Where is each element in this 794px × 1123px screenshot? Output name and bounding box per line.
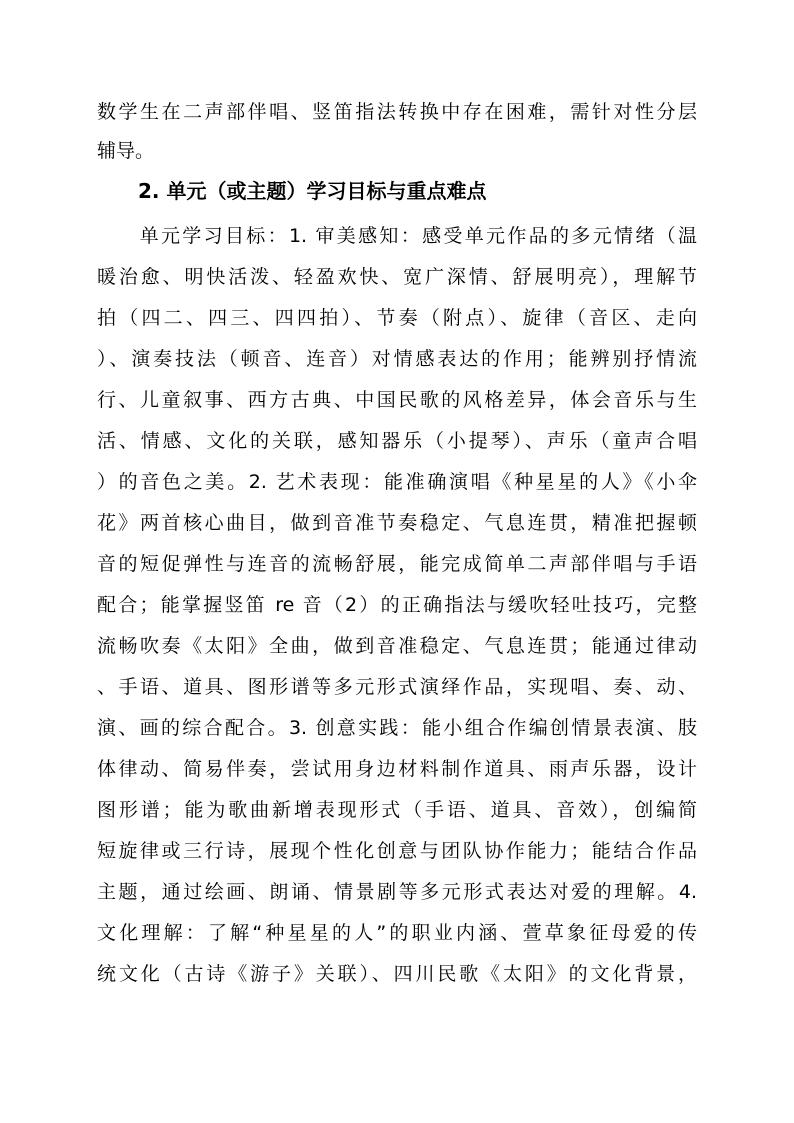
paragraph-line: ）的音色之美。2. 艺术表现：能准确演唱《种星星的人》《小伞 [97,471,697,493]
paragraph-line: 单元学习目标：1. 审美感知：感受单元作品的多元情绪（温 [97,225,697,247]
paragraph-line: 图形谱；能为歌曲新增表现形式（手语、道具、音效），创编简 [97,799,697,821]
paragraph-line: 流畅吹奏《太阳》全曲，做到音准稳定、气息连贯；能通过律动 [97,635,697,657]
paragraph-line: 、手语、道具、图形谱等多元形式演绎作品，实现唱、奏、动、 [97,676,697,698]
paragraph-line: 数学生在二声部伴唱、竖笛指法转换中存在困难，需针对性分层 [97,101,697,123]
paragraph-line: 文化理解：了解“种星星的人”的职业内涵、萱草象征母爱的传 [97,922,697,944]
paragraph-line: 辅导。 [97,140,155,162]
paragraph-line: 拍（四二、四三、四四拍）、节奏（附点）、旋律（音区、走向 [97,307,697,329]
paragraph-line: 配合；能掌握竖笛 re 音（2）的正确指法与缓吹轻吐技巧，完整 [97,594,697,616]
paragraph-line: 暖治愈、明快活泼、轻盈欢快、宽广深情、舒展明亮），理解节 [97,266,697,288]
paragraph-line: 活、情感、文化的关联，感知器乐（小提琴）、声乐（童声合唱 [97,430,697,452]
paragraph-line: 体律动、简易伴奏，尝试用身边材料制作道具、雨声乐器，设计 [97,758,697,780]
paragraph-line: 短旋律或三行诗，展现个性化创意与团队协作能力；能结合作品 [97,840,697,862]
paragraph-line: 音的短促弹性与连音的流畅舒展，能完成简单二声部伴唱与手语 [97,553,697,575]
paragraph-line: ）、演奏技法（顿音、连音）对情感表达的作用；能辨别抒情流 [97,348,697,370]
paragraph-line: 演、画的综合配合。3. 创意实践：能小组合作编创情景表演、肢 [97,717,697,739]
paragraph-line: 统文化（古诗《游子》关联）、四川民歌《太阳》的文化背景， [97,963,697,985]
paragraph-line: 主题，通过绘画、朗诵、情景剧等多元形式表达对爱的理解。4. [97,881,697,903]
paragraph-line: 行、儿童叙事、西方古典、中国民歌的风格差异，体会音乐与生 [97,389,697,411]
paragraph-line: 花》两首核心曲目，做到音准节奏稳定、气息连贯，精准把握顿 [97,512,697,534]
section-heading: 2. 单元（或主题）学习目标与重点难点 [138,179,487,203]
